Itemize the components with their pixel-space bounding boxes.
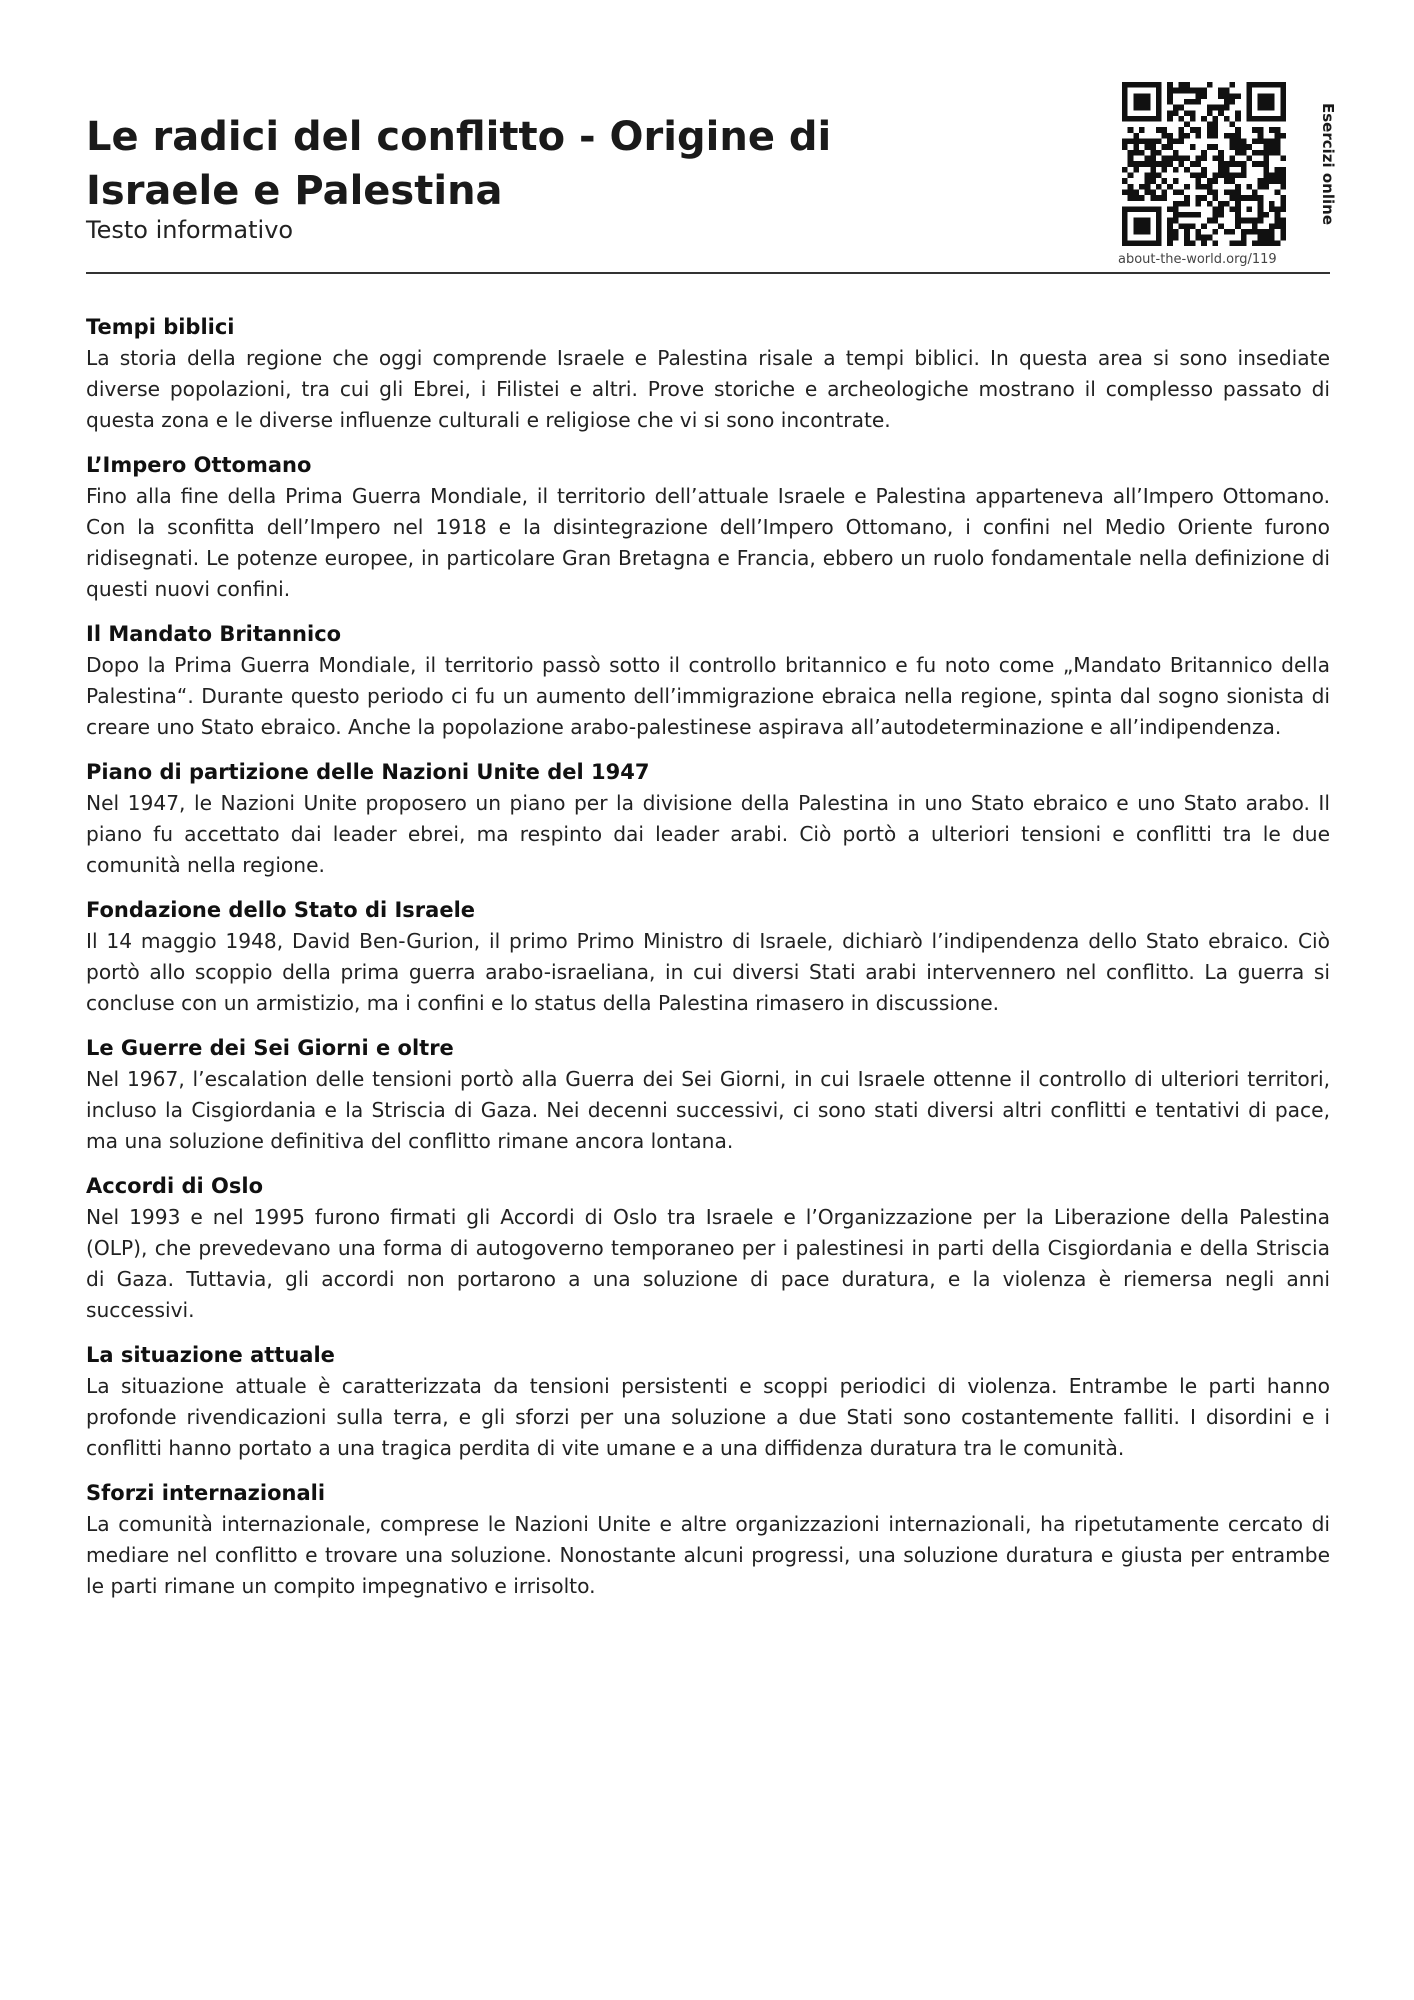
- section-text: Fino alla fine della Prima Guerra Mondiale, il territorio dell’attuale Israele e Palestina apparteneva all’Impero Ottomano. Con la sconfitta dell’Impero nel 1918 e la disintegrazione dell’Impero Ottomano, i confini nel Medio Oriente furono ridisegnati. Le potenze europee, in particolare Gran Bretagna e Francia, ebbero un ruolo fondamentale nella definizione di questi nuovi confini.: [86, 484, 1330, 601]
- section-heading: Il Mandato Britannico: [86, 622, 342, 646]
- section: [86, 1478, 1330, 1602]
- page-header: [86, 82, 1337, 274]
- section-text: Nel 1993 e nel 1995 furono firmati gli Accordi di Oslo tra Israele e l’Organizzazione per la Liberazione della Palestina (OLP), che prevedevano una forma di autogoverno temporaneo per i palestinesi in parti della Cisgiordania e della Striscia di Gaza. Tuttavia, gli accordi non portarono a una soluzione di pace duratura, e la violenza è riemersa negli anni successivi.: [86, 1205, 1330, 1322]
- section-text: Nel 1947, le Nazioni Unite proposero un piano per la divisione della Palestina in uno Stato ebraico e uno Stato arabo. Il piano fu accettato dai leader ebrei, ma respinto dai leader arabi. Ciò portò a ulteriori tensioni e conflitti tra le due comunità nella regione.: [86, 791, 1330, 877]
- page-subtitle: Testo informativo: [86, 216, 294, 244]
- section-text: Il 14 maggio 1948, David Ben-Gurion, il primo Primo Ministro di Israele, dichiarò l’indipendenza dello Stato ebraico. Ciò portò allo scoppio della prima guerra arabo-israeliana, in cui diversi Stati arabi intervennero nel conflitto. La guerra si concluse con un armistizio, ma i confini e lo status della Palestina rimasero in discussione.: [86, 929, 1330, 1015]
- page-title: Le radici del conflitto - Origine di Israele e Palestina: [86, 114, 832, 214]
- section: [86, 895, 1330, 1019]
- section: [86, 1340, 1330, 1464]
- section-text: La situazione attuale è caratterizzata da tensioni persistenti e scoppi periodici di violenza. Entrambe le parti hanno profonde rivendicazioni sulla terra, e gli sforzi per una soluzione a due Stati sono costantemente falliti. I disordini e i conflitti hanno portato a una tragica perdita di vite umane e a una diffidenza duratura tra le comunità.: [86, 1374, 1330, 1460]
- section-text: La comunità internazionale, comprese le Nazioni Unite e altre organizzazioni internazionali, ha ripetutamente cercato di mediare nel conflitto e trovare una soluzione. Nonostante alcuni progressi, una soluzione duratura e giusta per entrambe le parti rimane un compito impegnativo e irrisolto.: [86, 1512, 1330, 1598]
- section: [86, 312, 1330, 436]
- section-heading: La situazione attuale: [86, 1343, 335, 1367]
- section: [86, 619, 1330, 743]
- section-heading: Accordi di Oslo: [86, 1174, 263, 1198]
- section-text: La storia della regione che oggi comprende Israele e Palestina risale a tempi biblici. In questa area si sono insediate diverse popolazioni, tra cui gli Ebrei, i Filistei e altri. Prove storiche e archeologiche mostrano il complesso passato di questa zona e le diverse influenze culturali e religiose che vi si sono incontrate.: [86, 346, 1330, 432]
- online-exercises-label: [1314, 82, 1342, 246]
- qr-link-caption[interactable]: about-the-world.org/119: [1118, 252, 1277, 267]
- section: [86, 450, 1330, 605]
- section-heading: Sforzi internazionali: [86, 1481, 326, 1505]
- document-body: [86, 312, 1330, 1616]
- section-heading: L’Impero Ottomano: [86, 453, 312, 477]
- section: [86, 1033, 1330, 1157]
- section: [86, 1171, 1330, 1326]
- section-heading: Tempi biblici: [86, 315, 235, 339]
- section: [86, 757, 1330, 881]
- section-text: Nel 1967, l’escalation delle tensioni portò alla Guerra dei Sei Giorni, in cui Israele ottenne il controllo di ulteriori territori, incluso la Cisgiordania e la Striscia di Gaza. Nei decenni successivi, ci sono stati diversi altri conflitti e tentativi di pace, ma una soluzione definitiva del conflitto rimane ancora lontana.: [86, 1067, 1330, 1153]
- section-heading: Fondazione dello Stato di Israele: [86, 898, 476, 922]
- section-heading: Piano di partizione delle Nazioni Unite del 1947: [86, 760, 650, 784]
- section-text: Dopo la Prima Guerra Mondiale, il territorio passò sotto il controllo britannico e fu noto come „Mandato Britannico della Palestina“. Durante questo periodo ci fu un aumento dell’immigrazione ebraica nella regione, spinta dal sogno sionista di creare uno Stato ebraico. Anche la popolazione arabo-palestinese aspirava all’autodeterminazione e all’indipendenza.: [86, 653, 1330, 739]
- online-exercises-text: Esercizi online: [1319, 103, 1337, 225]
- qr-code-icon[interactable]: [1122, 82, 1286, 246]
- section-heading: Le Guerre dei Sei Giorni e oltre: [86, 1036, 454, 1060]
